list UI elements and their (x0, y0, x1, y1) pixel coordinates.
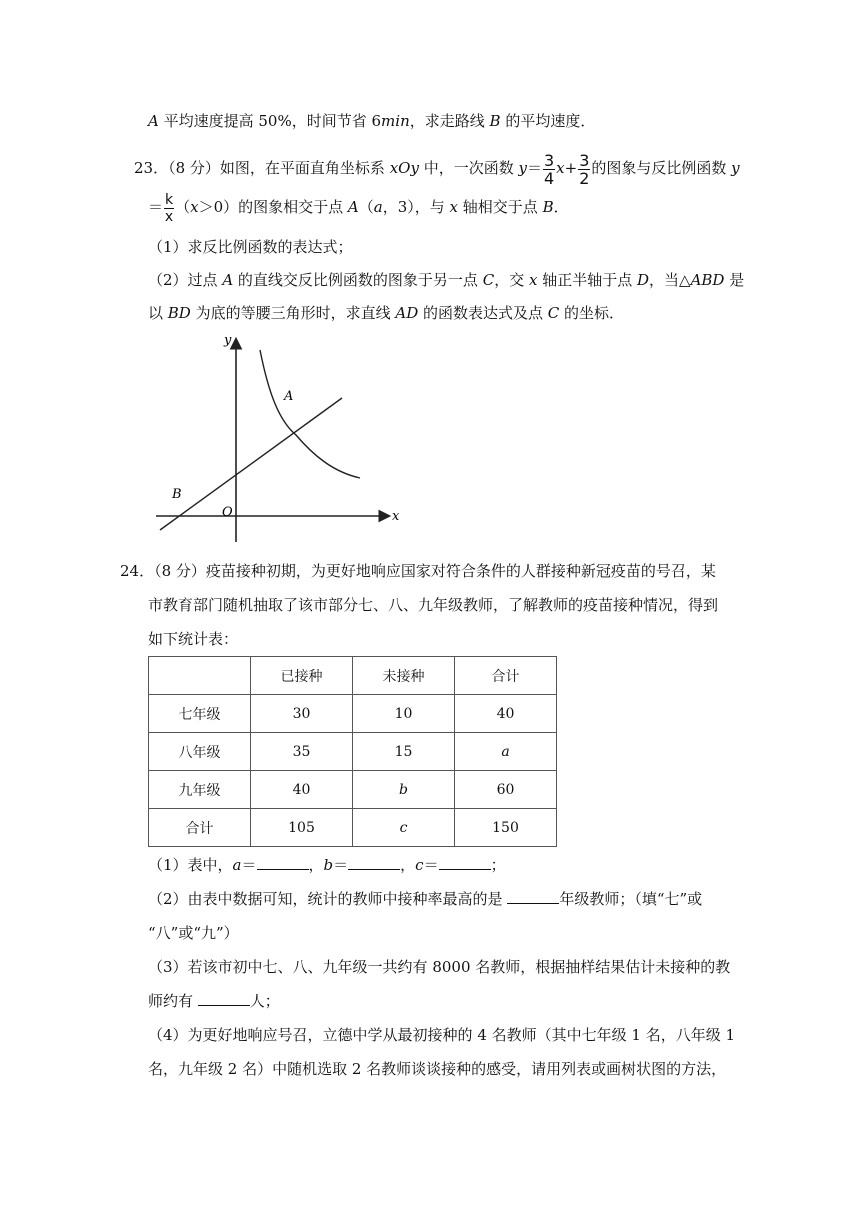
coordinate-figure (148, 330, 408, 552)
table-header-row (149, 657, 557, 695)
q24-sub-2-line-2: “八”或“九”） (148, 924, 239, 942)
q23-part-2-line-1: （2）过点 A 的直线交反比例函数的图象于另一点 C，交 x 轴正半轴于点 D，当△ABD 是 (148, 271, 745, 289)
answer-blank-count[interactable] (198, 991, 250, 1006)
answer-blank-c[interactable] (439, 855, 491, 870)
linear-function-line (160, 398, 342, 530)
table-row: 合计 105 c 150 (149, 809, 557, 847)
q23-part-1: （1）求反比例函数的表达式； (148, 238, 353, 256)
q23-line-2: ＝ $\frac{k}{x}$ （x＞0）的图象相交于点 A（a，3），与 x 轴相交于点 B． (148, 191, 569, 225)
label-y: y (224, 333, 232, 348)
table-header-cell: 未接种 (353, 657, 455, 695)
statistics-table (148, 656, 557, 847)
q24-sub-2-line-1: （2）由表中数据可知，统计的教师中接种率最高的是 年级教师；（填“七”或 (148, 890, 703, 908)
q24-sub-3-line-2: 师约有 人； (148, 992, 280, 1010)
q24-line-3: 如下统计表： (148, 630, 239, 648)
prev-question-line: A 平均速度提高 50%，时间节省 6min，求走路线 B 的平均速度． (148, 112, 596, 130)
q24-sub-1: （1）表中，a＝ ，b＝ ，c＝ ； (148, 856, 506, 874)
table-header-cell (149, 657, 251, 695)
label-x: x (392, 509, 400, 524)
q24-line-1: 24．（8 分）疫苗接种初期，为更好地响应国家对符合条件的人群接种新冠疫苗的号召，某 (120, 562, 716, 580)
q24-sub-4-line-2: 名，九年级 2 名）中随机选取 2 名教师谈谈接种的感受，请用列表或画树状图的方法， (148, 1060, 727, 1078)
label-point-a: A (284, 389, 294, 404)
q23-line-1: 23．（8 分）如图，在平面直角坐标系 xOy 中，一次函数 y＝ $\frac{3}{4}$ x+ $\frac{3}{2}$ 的图象与反比例函数 y (134, 150, 740, 188)
fraction-3-4: $\frac{3}{4}$ (543, 150, 555, 188)
label-point-b: B (172, 487, 182, 502)
fraction-3-2: $\frac{3}{2}$ (579, 150, 590, 188)
q23-part-2-line-2: 以 BD 为底的等腰三角形时，求直线 AD 的函数表达式及点 C 的坐标． (148, 304, 625, 322)
fraction-k-x: $\frac{k}{x}$ (164, 191, 174, 225)
table-row: 七年级 30 10 40 (149, 695, 557, 733)
table-row: 九年级 40 b 60 (149, 771, 557, 809)
table-row: 八年级 35 15 a (149, 733, 557, 771)
answer-blank-a[interactable] (257, 855, 309, 870)
hyperbola-curve (260, 350, 360, 478)
table-header-cell: 合计 (455, 657, 557, 695)
q24-sub-3-line-1: （3）若该市初中七、八、九年级一共约有 8000 名教师，根据抽样结果估计未接种的教 (148, 958, 731, 976)
answer-blank-grade[interactable] (507, 889, 559, 904)
table-header-cell: 已接种 (251, 657, 353, 695)
q24-sub-4-line-1: （4）为更好地响应号召，立德中学从最初接种的 4 名教师（其中七年级 1 名，八年级 1 (148, 1026, 736, 1044)
answer-blank-b[interactable] (348, 855, 400, 870)
label-origin: O (222, 505, 233, 520)
q24-line-2: 市教育部门随机抽取了该市部分七、八、九年级教师，了解教师的疫苗接种情况，得到 (148, 596, 719, 614)
